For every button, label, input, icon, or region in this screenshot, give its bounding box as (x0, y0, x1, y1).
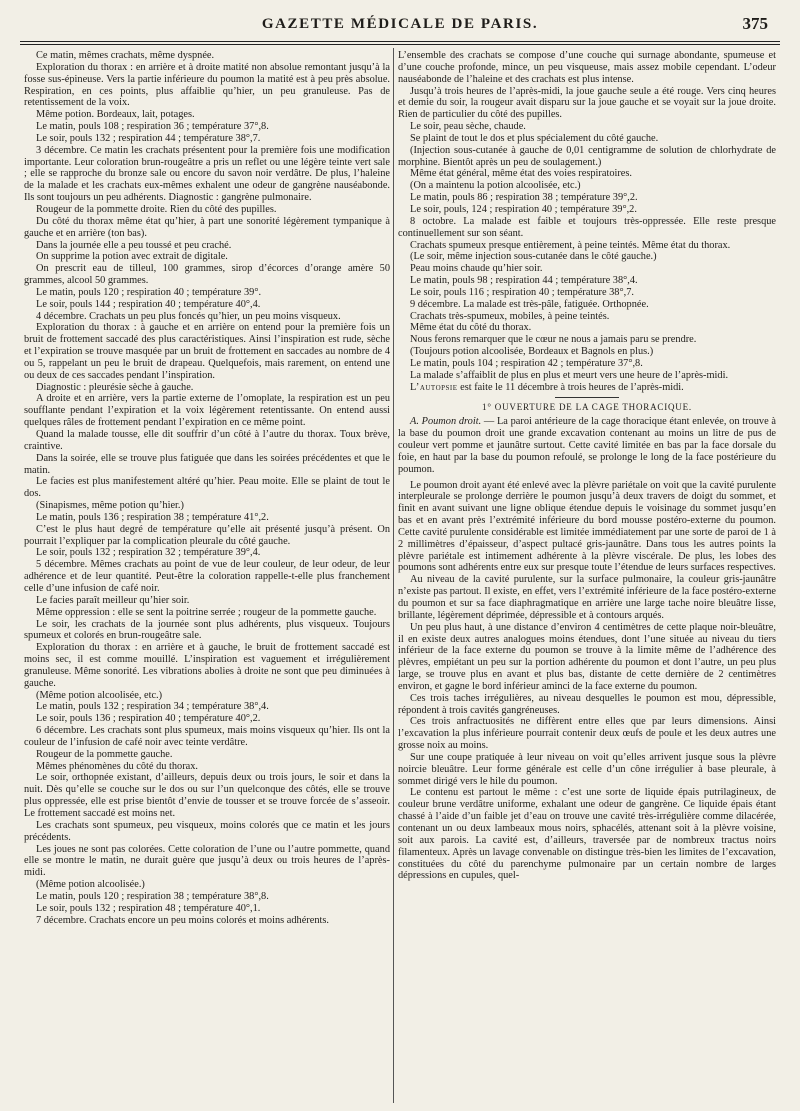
paragraph: Le matin, pouls 86 ; respiration 38 ; température 39°,2. (410, 192, 638, 204)
paragraph: (Sinapismes, même potion qu’hier.) (36, 500, 184, 512)
paragraph: 3 décembre. Ce matin les crachats présentent pour la première fois une modification importante. Leur coloration brun-rougeâtre a pris un reflet ou une légère teinte vert sale ; elle se rapproche du bronze sale ou encore du savon noir verdâtre. De plus, l’haleine de la malade et les crachats eux-mêmes exhalent une odeur de gangrène nauséabonde. Ils sont toujours un peu adhérents. Diagnostic : gangrène pulmonaire. (24, 144, 390, 204)
paragraph: Le soir, pouls 144 ; respiration 40 ; température 40°,4. (36, 298, 261, 310)
paragraph: 5 décembre. Mêmes crachats au point de vue de leur couleur, de leur odeur, de leur adhérence et de leur quantité. Peut-être la coloration rappelle-t-elle plus franchement celle d’une infusion de café noir. (24, 559, 390, 594)
paragraph: Mêmes phénomènes du côté du thorax. (36, 760, 199, 772)
paragraph: Le matin, pouls 104 ; respiration 42 ; température 37°,8. (410, 357, 643, 369)
paragraph: Nous ferons remarquer que le cœur ne nous a jamais paru se prendre. (410, 334, 697, 346)
paragraph: Le soir, pouls 136 ; respiration 40 ; température 40°,2. (36, 713, 261, 725)
poumon-droit-paragraph (398, 416, 776, 475)
paragraph: 7 décembre. Crachats encore un peu moins colorés et moins adhérents. (36, 914, 329, 926)
column-separator (393, 48, 394, 1103)
paragraph: Au niveau de la cavité purulente, sur la surface pulmonaire, la couleur gris-jaunâtre n’existe pas partout. Il existe, en effet, vers l’extrémité inférieure de la face postéro-externe du poumon et sur sa face diaphragmatique en arrière une large tache noire bleuâtre lisse, brillante, légèrement déprimée, dépressible et à contours arqués. (398, 574, 776, 621)
paragraph: 8 octobre. La malade est faible et toujours très-oppressée. Elle reste presque continuellement sur son séant. (398, 215, 776, 239)
paragraph: Le matin, pouls 98 ; respiration 44 ; température 38°,4. (410, 275, 638, 287)
paragraph: Le facies est plus manifestement altéré qu’hier. Peau moite. Elle se plaint de tout le dos. (24, 476, 390, 500)
paragraph: Le soir, orthopnée existant, d’ailleurs, depuis deux ou trois jours, le soir et dans la nuit. Dès qu’elle se couche sur le dos ou sur l’un quelconque des côtés, elle se trouve plus oppressée, elle est prise bientôt d’envie de tousser et se trouve forcée de s’asseoir. Le frottement saccadé est moins net. (24, 772, 390, 819)
paragraph: Le soir, pouls 132 ; respiration 44 ; température 38°,7. (36, 132, 261, 144)
autopsy-label: L’autopsie (410, 381, 458, 393)
paragraph: Le soir, peau sèche, chaude. (410, 121, 526, 133)
page-number: 375 (742, 14, 768, 33)
paragraph: Exploration du thorax : à gauche et en arrière on entend pour la première fois un bruit de frottement saccadé des plus caractéristiques. Ainsi l’inspiration est rude, sèche et l’expiration se trouve masquée par un bruit de frottement en saccades au nombre de 4 ou 5, rappelant un peu le bruit de drapeau. Quelquefois, mais rarement, on entend une ou deux de ces saccades pendant l’inspiration. (24, 322, 390, 381)
left-column (24, 50, 390, 1105)
paragraph: Un peu plus haut, à une distance d’environ 4 centimètres de cette plaque noir-bleuâtre, il en existe deux autres analogues moins étendues, dont l’une située au niveau du tiers inférieur de la face externe du poumon se trouve à la limite même de l’adhérence des plèvres, empiétant un peu sur la portion adhérente du poumon et dont l’autre, un peu plus large, se trouve plus en avant et plus bas, distante de cette dernière de 2 centimètres environ, et gagne le bord inférieur aminci de la face externe du poumon. (398, 621, 776, 692)
paragraph: Du côté du thorax même état qu’hier, à part une sonorité légèrement tympanique à gauche et en arrière (ton bas). (24, 215, 390, 239)
paragraph: Exploration du thorax : en arrière et à gauche, le bruit de frottement saccadé est moins sec, il est comme mouillé. L’inspiration est vaguement et irrégulièrement granuleuse. Même sonorité. Les vibrations abolies à droite ne sont que peu diminuées à gauche. (24, 642, 390, 689)
paragraph: La malade s’affaiblit de plus en plus et meurt vers une heure de l’après-midi. (410, 369, 729, 381)
paragraph: (Même potion alcoolisée, etc.) (36, 689, 163, 701)
paragraph: On supprime la potion avec extrait de digitale. (36, 251, 228, 263)
right-column-bottom (398, 480, 776, 883)
autopsy-paragraph (398, 382, 776, 394)
paragraph: Dans la journée elle a peu toussé et peu craché. (36, 239, 232, 251)
paragraph: Rougeur de la pommette gauche. (36, 748, 173, 760)
autopsy-text: est faite le 11 décembre à trois heures de l’après-midi. (457, 381, 684, 393)
right-column (398, 50, 776, 1105)
paragraph: On prescrit eau de tilleul, 100 grammes, sirop d’écorces d’orange amère 50 grammes, alcool 50 grammes. (24, 263, 390, 287)
paragraph: Le poumon droit ayant été enlevé avec la plèvre pariétale on voit que la cavité purulente interpleurale se prolonge derrière le poumon jusqu’à deux travers de doigt du sommet, et finit en avant suivant une ligne oblique étendue depuis le voisinage du sommet jusqu’en bas et en avant près l’extrémité inférieure du bord mousse postéro-externe du poumon. Cette cavité purulente considérable est limitée immédiatement par une sorte de paroi de 1 à 2 millimètres d’épaisseur, d’aspect pultacé gris-jaunâtre. Dans tous les autres points la plèvre pariétale est intimement adhérente à la plèvre viscérale. De plus, les lobes des poumons sont adhérents entre eux sur presque toute l’étendue de leurs surfaces respectives. (398, 479, 776, 574)
paragraph: 9 décembre. La malade est très-pâle, fatiguée. Orthopnée. (410, 298, 649, 310)
paragraph: (Injection sous-cutanée à gauche de 0,01 centigramme de solution de chlorhydrate de morphine. Bientôt après un peu de soulagement.) (398, 144, 776, 168)
paragraph: Même potion. Bordeaux, lait, potages. (36, 109, 195, 121)
paragraph: Crachats très-spumeux, mobiles, à peine teintés. (410, 310, 610, 322)
poumon-droit-subhead: A. Poumon droit. (410, 416, 482, 428)
paragraph: C’est le plus haut degré de température qu’elle ait présenté jusqu’à présent. On pourrait l’expliquer par la complication pleurale du côté gauche. (24, 523, 390, 547)
right-column-top (398, 50, 776, 382)
paragraph: Diagnostic : pleurésie sèche à gauche. (36, 381, 194, 393)
paragraph: Le facies paraît meilleur qu’hier soir. (36, 594, 190, 606)
paragraph: Le matin, pouls 136 ; respiration 38 ; température 41°,2. (36, 511, 269, 523)
paragraph: 4 décembre. Crachats un peu plus foncés qu’hier, un peu moins visqueux. (36, 310, 341, 322)
paragraph: Le matin, pouls 108 ; respiration 36 ; température 37°,8. (36, 121, 269, 133)
paragraph: Exploration du thorax : en arrière et à droite matité non absolue remontant jusqu’à la fosse sus-épineuse. Vers la partie inférieure du poumon la matité est à peu près absolue. Respiration, en ces points, plus affaiblie qu’hier, un peu granuleuse. Pas de retentissement de la voix. (24, 61, 390, 109)
poumon-droit-text: — La paroi antérieure de la cage thoracique étant enlevée, on trouve à la base du poumon droit une grande excavation contenant au moins un litre de pus de couleur vert pomme et jaunâtre surtout. Cette cavité limitée en bas par la face dorsale du foie, en haut par la base du poumon refoulé, se prolonge le long de la face postérieure du poumon. (398, 416, 776, 475)
running-title: GAZETTE MÉDICALE DE PARIS. (261, 16, 539, 32)
paragraph: Même état du côté du thorax. (410, 322, 532, 334)
paragraph: A droite et en arrière, vers la partie externe de l’omoplate, la respiration est un peu soufflante pendant l’expiration et la voix légèrement retentissante. On entend aussi quelques râles de frottement pendant l’expiration en ce même point. (24, 393, 390, 429)
paragraph: Ces trois anfractuosités ne diffèrent entre elles que par leurs dimensions. Ainsi l’excavation la plus inférieure pourrait contenir deux œufs de poule et les deux autres une grosse noix au moins. (398, 716, 776, 752)
paragraph: Dans la soirée, elle se trouve plus fatiguée que dans les soirées précédentes et que le matin. (24, 452, 390, 476)
paragraph: Peau moins chaude qu’hier soir. (410, 263, 543, 275)
paragraph: Ces trois taches irrégulières, au niveau desquelles le poumon est mou, dépressible, répondent à trois cavités gangréneuses. (398, 692, 776, 716)
paragraph: Les joues ne sont pas colorées. Cette coloration de l’une ou l’autre pommette, quand elle se montre le matin, ne durait guère que jusqu’à deux ou trois heures de l’après-midi. (24, 843, 390, 879)
header-rule (20, 41, 780, 45)
section-rule (555, 397, 619, 398)
paragraph: Le contenu est partout le même : c’est une sorte de liquide épais putrilagineux, de couleur brune verdâtre uniforme, exhalant une odeur de gangrène. Ce liquide épais étant chassé à l’aide d’un faible jet d’eau on trouve une cavité très-irrégulière comme dilacérée, contenant un ou deux lambeaux mous noirs, sphacélés, attenant soit à la plèvre voisine, soit aux parois. La cavité est, d’ailleurs, traversée par de nombreux tractus noirs filamenteux. Après un lavage convenable on distingue très-bien les limites de l’excavation, constituées du côté du parenchyme pulmonaire par un certain nombre de larges dépressions en cupules, quel- (398, 787, 776, 882)
paragraph: Le soir, pouls 132 ; respiration 48 ; température 40°,1. (36, 902, 261, 914)
paragraph: (On a maintenu la potion alcoolisée, etc.) (410, 180, 581, 192)
paragraph: Le matin, pouls 132 ; respiration 34 ; température 38°,4. (36, 701, 269, 713)
paragraph: Se plaint de tout le dos et plus spécialement du côté gauche. (410, 132, 659, 144)
paragraph: 6 décembre. Les crachats sont plus spumeux, mais moins visqueux qu’hier. Ils ont la couleur de l’infusion de café noir avec teinte verdâtre. (24, 725, 390, 748)
paragraph: Sur une coupe pratiquée à leur niveau on voit qu’elles arrivent jusque sous la plèvre noircie bleuâtre. Leur forme générale est celle d’un cône irrégulier à base pleurale, à sommet dirigé vers le hile du poumon. (398, 751, 776, 787)
paragraph: Ce matin, mêmes crachats, même dyspnée. (36, 50, 215, 61)
paragraph: Même état général, même état des voies respiratoires. (410, 168, 633, 180)
paragraph: Le soir, pouls 116 ; respiration 40 ; température 38°,7. (410, 286, 634, 298)
paragraph: (Le soir, même injection sous-cutanée dans le côté gauche.) (410, 251, 657, 263)
paragraph: Jusqu’à trois heures de l’après-midi, la joue gauche seule a été rouge. Vers cinq heures et demie du soir, la rougeur avait disparu sur la joue gauche et se voyait sur la joue droite. Rien de particulier du côté des pupilles. (398, 85, 776, 121)
section-heading: 1° OUVERTURE DE LA CAGE THORACIQUE. (482, 402, 692, 413)
page-header (20, 8, 780, 38)
paragraph: Le soir, pouls 132 ; respiration 32 ; température 39°,4. (36, 547, 261, 559)
paragraph: L’ensemble des crachats se compose d’une couche qui surnage abondante, spumeuse et d’une couche profonde, mince, un peu visqueuse, mais assez mobile cependant. L’odeur nauséabonde de l’haleine et des crachats est plus intense. (398, 50, 776, 85)
paragraph: (Toujours potion alcoolisée, Bordeaux et Bagnols en plus.) (410, 346, 654, 358)
paragraph: Le matin, pouls 120 ; respiration 40 ; température 39°. (36, 286, 262, 298)
paragraph: Le matin, pouls 120 ; respiration 38 ; température 38°,8. (36, 890, 269, 902)
paragraph: Rougeur de la pommette droite. Rien du côté des pupilles. (36, 203, 277, 215)
paragraph: Les crachats sont spumeux, peu visqueux, moins colorés que ce matin et les jours précédents. (24, 819, 390, 843)
paragraph: Même oppression : elle se sent la poitrine serrée ; rougeur de la pommette gauche. (36, 606, 377, 618)
paragraph: Quand la malade tousse, elle dit souffrir d’un côté à l’autre du thorax. Toux brève, craintive. (24, 429, 390, 452)
paragraph: Crachats spumeux presque entièrement, à peine teintés. Même état du thorax. (410, 239, 731, 251)
paragraph: Le soir, les crachats de la journée sont plus adhérents, plus visqueux. Toujours spumeux et colorés en brun-rougeâtre sale. (24, 618, 390, 642)
paragraph: Le soir, pouls, 124 ; respiration 40 ; température 39°,2. (410, 203, 637, 215)
paragraph: (Même potion alcoolisée.) (36, 879, 145, 891)
